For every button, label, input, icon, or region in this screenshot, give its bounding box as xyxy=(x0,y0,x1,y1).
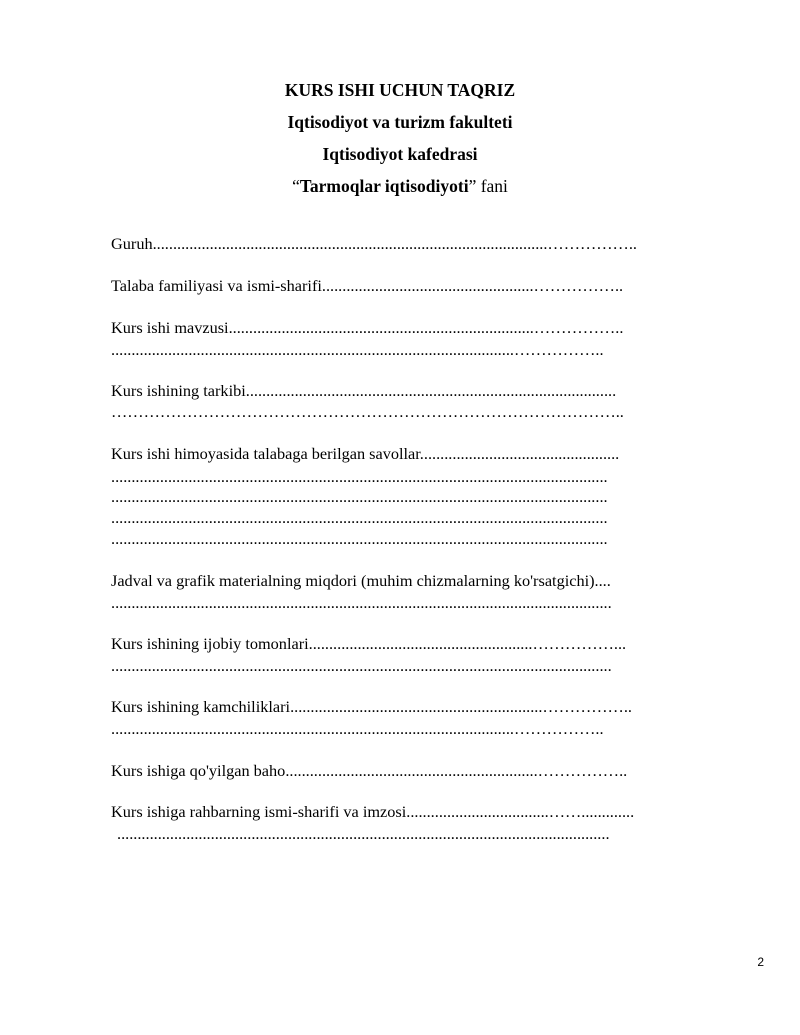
field-structure-line-2: ………………………………………………………………………………….. xyxy=(111,402,624,421)
subject-name: Tarmoqlar iqtisodiyoti xyxy=(299,176,469,196)
field-strengths: Kurs ishining ijobiy tomonlari.......................................................……………... xyxy=(111,634,627,653)
field-topic-line-2: ...................................................................................................…………….. xyxy=(111,340,604,359)
document-header xyxy=(0,74,800,202)
page-number: 2 xyxy=(757,955,764,969)
field-student-name: Talaba familiyasi va ismi-sharifi....................................................…………….. xyxy=(111,276,624,295)
subject-open-quote: “ xyxy=(292,176,300,196)
field-supervisor: Kurs ishiga rahbarning ismi-sharifi va imzosi...................................……............. xyxy=(111,802,635,821)
field-grade: Kurs ishiga qo'yilgan baho..............................................................…………….. xyxy=(111,761,628,780)
department-name: Iqtisodiyot kafedrasi xyxy=(322,144,478,164)
subject-line xyxy=(0,170,800,202)
document-title: KURS ISHI UCHUN TAQRIZ xyxy=(284,80,516,100)
field-strengths-line-2: ........................................................................................................................... xyxy=(111,656,612,675)
field-questions: Kurs ishi himoyasida talabaga berilgan savollar................................................. xyxy=(111,444,620,463)
field-weaknesses-line-2: ...................................................................................................…………….. xyxy=(111,719,604,738)
field-weaknesses: Kurs ishining kamchiliklari..............................................................…………….. xyxy=(111,697,632,716)
field-tables-graphics: Jadval va grafik materialning miqdori (muhim chizmalarning ko'rsatgichi).... xyxy=(111,571,611,590)
subject-suffix: ” fani xyxy=(468,176,508,196)
field-questions-line-3: .......................................................................................................................... xyxy=(111,487,608,506)
field-structure: Kurs ishining tarkibi........................................................................................... xyxy=(111,381,617,400)
field-supervisor-line-2: ......................................................................................................................... xyxy=(117,824,610,843)
field-questions-line-2: .......................................................................................................................... xyxy=(111,467,608,486)
field-topic: Kurs ishi mavzusi...........................................................................…………….. xyxy=(111,318,624,337)
field-questions-line-4: .......................................................................................................................... xyxy=(111,508,608,527)
field-tables-graphics-line-2: ........................................................................................................................... xyxy=(111,593,612,612)
faculty-name: Iqtisodiyot va turizm fakulteti xyxy=(287,112,513,132)
field-group: Guruh.................................................................................................…………….. xyxy=(111,234,637,253)
field-questions-line-5: .......................................................................................................................... xyxy=(111,529,608,548)
